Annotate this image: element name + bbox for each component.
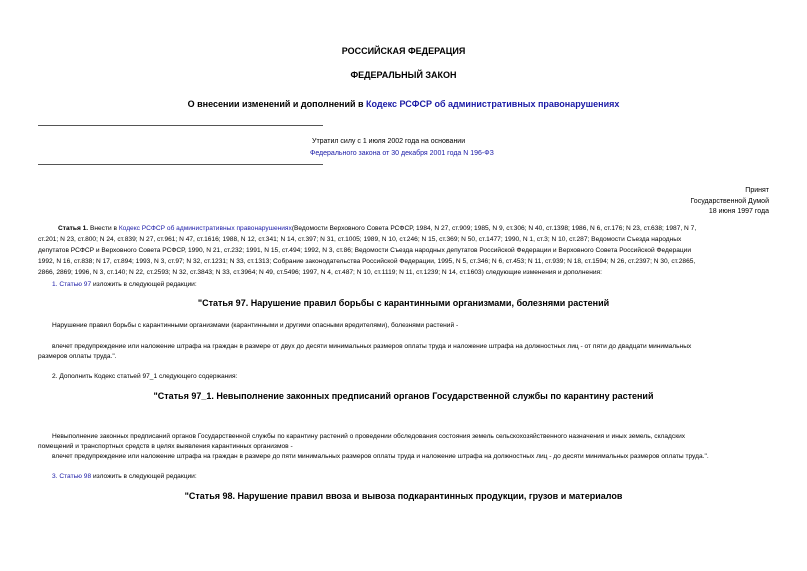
article-97-text-2: влечет предупреждение или наложение штрафа на граждан в размере от двух до десяти минимальных размеров оплаты труда и наложение штрафа на должностных лиц - от пяти до двадцати минимальных (52, 343, 692, 350)
item-1-intro (52, 279, 197, 290)
article-97-1-text-1: Невыполнение законных предписаний органов Государственной службы по карантину растений о проведении обследования состояния земель сельскохозяйственного назначения и иных земель, складских (52, 433, 686, 440)
article-97-link[interactable]: Статью 97 (59, 281, 92, 288)
article-1-pre: Внести в (88, 225, 119, 232)
article-98-link[interactable]: Статью 98 (59, 473, 92, 480)
adoption-line-3: 18 июня 1997 года (708, 208, 769, 215)
adoption-line-2: Государственной Думой (690, 197, 769, 205)
article-97-1-heading: "Статья 97_1. Невыполнение законных предписаний органов Государственной службы по карантину растений (153, 391, 654, 401)
law-title (0, 99, 807, 109)
divider-top (38, 125, 323, 126)
article-1-line-1 (38, 223, 770, 234)
divider-bottom (38, 164, 323, 165)
item-3-intro (52, 471, 197, 482)
article-97-text-3: размеров оплаты труда.". (38, 353, 117, 360)
status-repeal-link[interactable]: Федерального закона от 30 декабря 2001 года N 196-ФЗ (310, 150, 494, 157)
article-97-heading: "Статья 97. Нарушение правил борьбы с карантинными организмами, болезнями растений (197, 298, 610, 308)
codex-link[interactable]: Кодекс РСФСР об административных правонарушениях (366, 99, 620, 109)
item-3-num: 3. (52, 473, 60, 480)
article-1-line-4: 1992, N 16, ст.838; N 17, ст.894; 1993, N 3, ст.97; N 32, ст.1231; N 33, ст.1313; Собрание законодательства Российской Федерации, 1995, N 5, ст.346; N 6, ст.453; N 11, ст.939; N 18, ст.1594; N 26, ст.2397; N 30, ст.2865, (38, 258, 696, 266)
status-line-1: Утратил силу с 1 июля 2002 года на основании (312, 138, 466, 145)
article-1-line-2: ст.201; N 23, ст.800; N 24, ст.839; N 27, ст.961; N 47, ст.1616; 1988, N 12, ст.341; N 14, ст.397; N 31, ст.1005; 1989, N 10, ст.246; N 15, ст.369; N 50, ст.1477; 1990, N 1, ст.3; N 10, ст.287; Ведомости Съезда народных (38, 236, 682, 244)
article-98-heading: "Статья 98. Нарушение правил ввоза и вывоза подкарантинных продукции, грузов и материалов (184, 491, 623, 501)
item-1-num: 1. (52, 281, 60, 288)
law-type-heading: ФЕДЕРАЛЬНЫЙ ЗАКОН (350, 70, 457, 80)
article-1-refs-1: (Ведомости Верховного Совета РСФСР, 1984, N 27, ст.909; 1985, N 9, ст.306; N 40, ст.1398; 1986, N 6, ст.176; N 23, ст.638; 1987, N 7, (291, 225, 697, 232)
article-97-1-text-2: помещений и транспортных средств в целях выявления карантинных организмов - (38, 443, 293, 450)
article-1-line-3: депутатов РСФСР и Верховного Совета РСФСР, 1990, N 21, ст.232; 1991, N 15, ст.494; 1992, N 3, ст.86; Ведомости Съезда народных депутатов Российской Федерации и Верховного Совета Российской Федерации (38, 247, 692, 255)
article-97-1-text-3: влечет предупреждение или наложение штрафа на граждан в размере до пяти минимальных размеров оплаты труда и наложение штрафа на должностных лиц - до десяти минимальных размеров оплаты труда.". (52, 453, 709, 460)
article-1-line-5: 2866, 2869; 1996, N 3, ст.140; N 22, ст.2593; N 32, ст.3843; N 33, ст.3964; N 49, ст.5496; 1997, N 4, ст.487; N 10, ст.1119; N 11, ст.1239; N 14, ст.1603) следующие изменения и дополнения: (38, 269, 602, 277)
adoption-block (690, 186, 769, 218)
country-heading: РОССИЙСКАЯ ФЕДЕРАЦИЯ (341, 46, 466, 56)
item-3-rest: изложить в следующей редакции: (91, 473, 197, 480)
law-title-prefix: О внесении изменений и дополнений в (187, 99, 367, 109)
article-1-codex-link[interactable]: Кодекс РСФСР об административных правонарушениях (118, 225, 292, 232)
item-1-rest: изложить в следующей редакции: (91, 281, 197, 288)
item-2-intro: 2. Дополнить Кодекс статьей 97_1 следующего содержания: (52, 373, 238, 380)
article-1 (38, 223, 770, 278)
article-1-label: Статья 1. (58, 225, 89, 232)
adoption-line-1: Принят (745, 187, 769, 194)
article-97-text-1: Нарушение правил борьбы с карантинными организмами (карантинными и другими опасными вредителями), болезнями растений - (52, 322, 459, 329)
